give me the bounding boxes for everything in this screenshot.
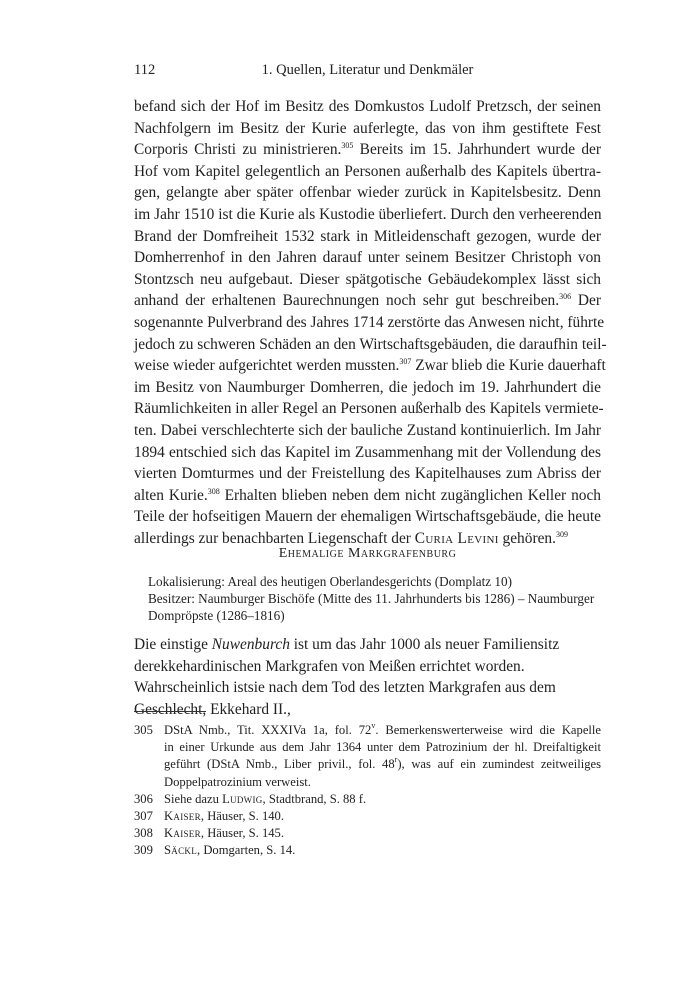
section-metadata	[148, 573, 603, 625]
footnote-number: 305	[134, 723, 153, 737]
section-paragraph	[134, 634, 601, 720]
footnote-line: Kaiser, Häuser, S. 140.	[164, 809, 285, 824]
footnote-number: 307	[134, 809, 153, 824]
text-line: Nachfolgern im Besitz der Kurie auferlegte, das von ihm gestiftete Fest	[134, 119, 601, 137]
text-line: anhand der erhaltenen Baurechnungen noch sehr gut beschreiben.$^{306}$ Der	[134, 292, 601, 310]
text-line: Brand der Domfreiheit 1532 stark in Mitleidenschaft gezogen, wurde der	[134, 227, 601, 245]
footnote-number: 306	[134, 791, 153, 806]
page-header	[134, 62, 601, 84]
footnote-text	[164, 842, 601, 859]
footnotes	[134, 722, 601, 860]
text-line: im Besitz von Naumburger Domherren, die jedoch im 19. Jahrhundert die	[134, 378, 601, 396]
folio-superscript: r	[394, 755, 398, 765]
footnote	[134, 791, 601, 808]
footnote-ref: 307	[399, 357, 412, 367]
text-line: Hof vom Kapitel gelegentlich an Personen außerhalb des Kapitels übertra-	[134, 162, 601, 180]
footnote-line: Siehe dazu Ludwig, Stadtbrand, S. 88 f.	[164, 791, 367, 806]
text-line: allerdings zur benachbarten Liegenschaft der Curia Levini gehören.$^{309}$	[134, 529, 568, 547]
footnote-text	[164, 825, 601, 842]
text-line: sogenannte Pulverbrand des Jahres 1714 zerstörte das Anwesen nicht, führte	[134, 313, 605, 331]
text-line: vierten Domturmes und der Freistellung des Kapitelhauses zum Abriss der	[134, 465, 601, 483]
small-caps-name: Curia Levini	[414, 529, 499, 547]
text-line: Domherrenhof in den Jahren darauf unter seinem Besitzer Christoph von	[134, 249, 601, 267]
text-line: ekkehardinischen Markgrafen von Meißen errichtet worden. Wahrscheinlich ist	[134, 657, 525, 697]
text-line: sie nach dem Tod des letzten Markgrafen aus dem Geschlecht, Ekkehard II.,	[134, 679, 556, 718]
text-line: jedoch zu schweren Schäden an den Wirtschaftsgebäuden, die daraufhin teil-	[134, 335, 607, 353]
text-line: Räumlichkeiten in aller Regel an Personen außerhalb des Kapitels vermiete-	[134, 400, 604, 418]
footnote-rule	[134, 711, 206, 712]
text-line: Stontzsch neu aufgebaut. Dieser spätgotische Gebäudekomplex lässt sich	[134, 270, 601, 288]
footnote-number: 309	[134, 843, 153, 858]
text-line: Corporis Christi zu ministrieren.$^{305}$ Bereits im 15. Jahrhundert wurde der	[134, 141, 601, 159]
italic-term: Nuwenburch	[211, 636, 290, 653]
text-line: weise wieder aufgerichtet werden mussten.$^{307}$ Zwar blieb die Kurie dauerhaft	[134, 357, 606, 375]
footnote-ref: 306	[559, 292, 572, 302]
text-line: gen, gelangte aber später offenbar wieder zurück in Kapitelsbesitz. Denn	[134, 184, 601, 202]
text-line: im Jahr 1510 ist die Kurie als Kustodie überliefert. Durch den verheerenden	[134, 205, 602, 223]
footnote-text	[164, 808, 601, 825]
footnote	[134, 842, 601, 859]
footnote	[134, 722, 601, 791]
small-caps-name: Säckl	[164, 843, 198, 858]
metadata-line: Dompröpste (1286–1816)	[148, 608, 285, 624]
text-line: befand sich der Hof im Besitz des Domkustos Ludolf Pretzsch, der seinen	[134, 98, 601, 115]
footnote-line: Kaiser, Häuser, S. 145.	[164, 826, 285, 841]
small-caps-name: Kaiser	[164, 809, 201, 824]
section-heading: Ehemalige Markgrafenburg	[278, 546, 457, 561]
footnote-text	[164, 722, 601, 791]
footnote-ref: 305	[341, 141, 354, 151]
footnote-line: Säckl, Domgarten, S. 14.	[164, 843, 296, 858]
footnote-number: 308	[134, 826, 153, 841]
text-line: ten. Dabei verschlechterte sich der bauliche Zustand kontinuierlich. Im Jahr	[134, 421, 601, 439]
small-caps-name: Kaiser	[164, 826, 201, 841]
footnote-line: Doppelpatrozinium verweist.	[164, 774, 311, 789]
text-line: Teile der hofseitigen Mauern der ehemaligen Wirtschaftsgebäude, die heute	[134, 508, 601, 526]
footnote	[134, 808, 601, 825]
main-paragraph	[134, 96, 607, 549]
footnote-line: geführt (DStA Nmb., Liber privil., fol. 48$^r$), was auf ein zumindest zeitweiliges	[164, 755, 601, 772]
small-caps-name: Ludwig	[222, 791, 263, 806]
text-line: 1894 entschied sich das Kapitel im Zusammenhang mit der Vollendung des	[134, 443, 601, 461]
folio-superscript: v	[371, 721, 376, 730]
footnote-text	[164, 791, 601, 808]
text-line: alten Kurie.$^{308}$ Erhalten blieben neben dem nicht zugänglichen Keller noch	[134, 486, 601, 504]
footnote-line: in einer Urkunde aus dem Jahr 1364 unter dem Patrozinium der hl. Dreifaltigkeit	[164, 740, 601, 755]
footnote-line: DStA Nmb., Tit. XXXIVa 1a, fol. 72$^v$. Bemerkenswerterweise wird die Kapelle	[164, 721, 601, 737]
footnote	[134, 825, 601, 842]
page-number: 112	[134, 62, 156, 78]
metadata-line: Lokalisierung: Areal des heutigen Oberlandesgerichts (Domplatz 10)	[148, 574, 513, 589]
text-line: Die einstige Nuwenburch ist um das Jahr 1000 als neuer Familiensitz der	[134, 636, 560, 675]
metadata-line: Besitzer: Naumburger Bischöfe (Mitte des 11. Jahrhunderts bis 1286) – Naumburger	[148, 591, 595, 607]
running-title: 1. Quellen, Literatur und Denkmäler	[261, 62, 474, 78]
footnote-ref: 308	[207, 486, 220, 496]
footnote-ref: 309	[555, 529, 568, 539]
